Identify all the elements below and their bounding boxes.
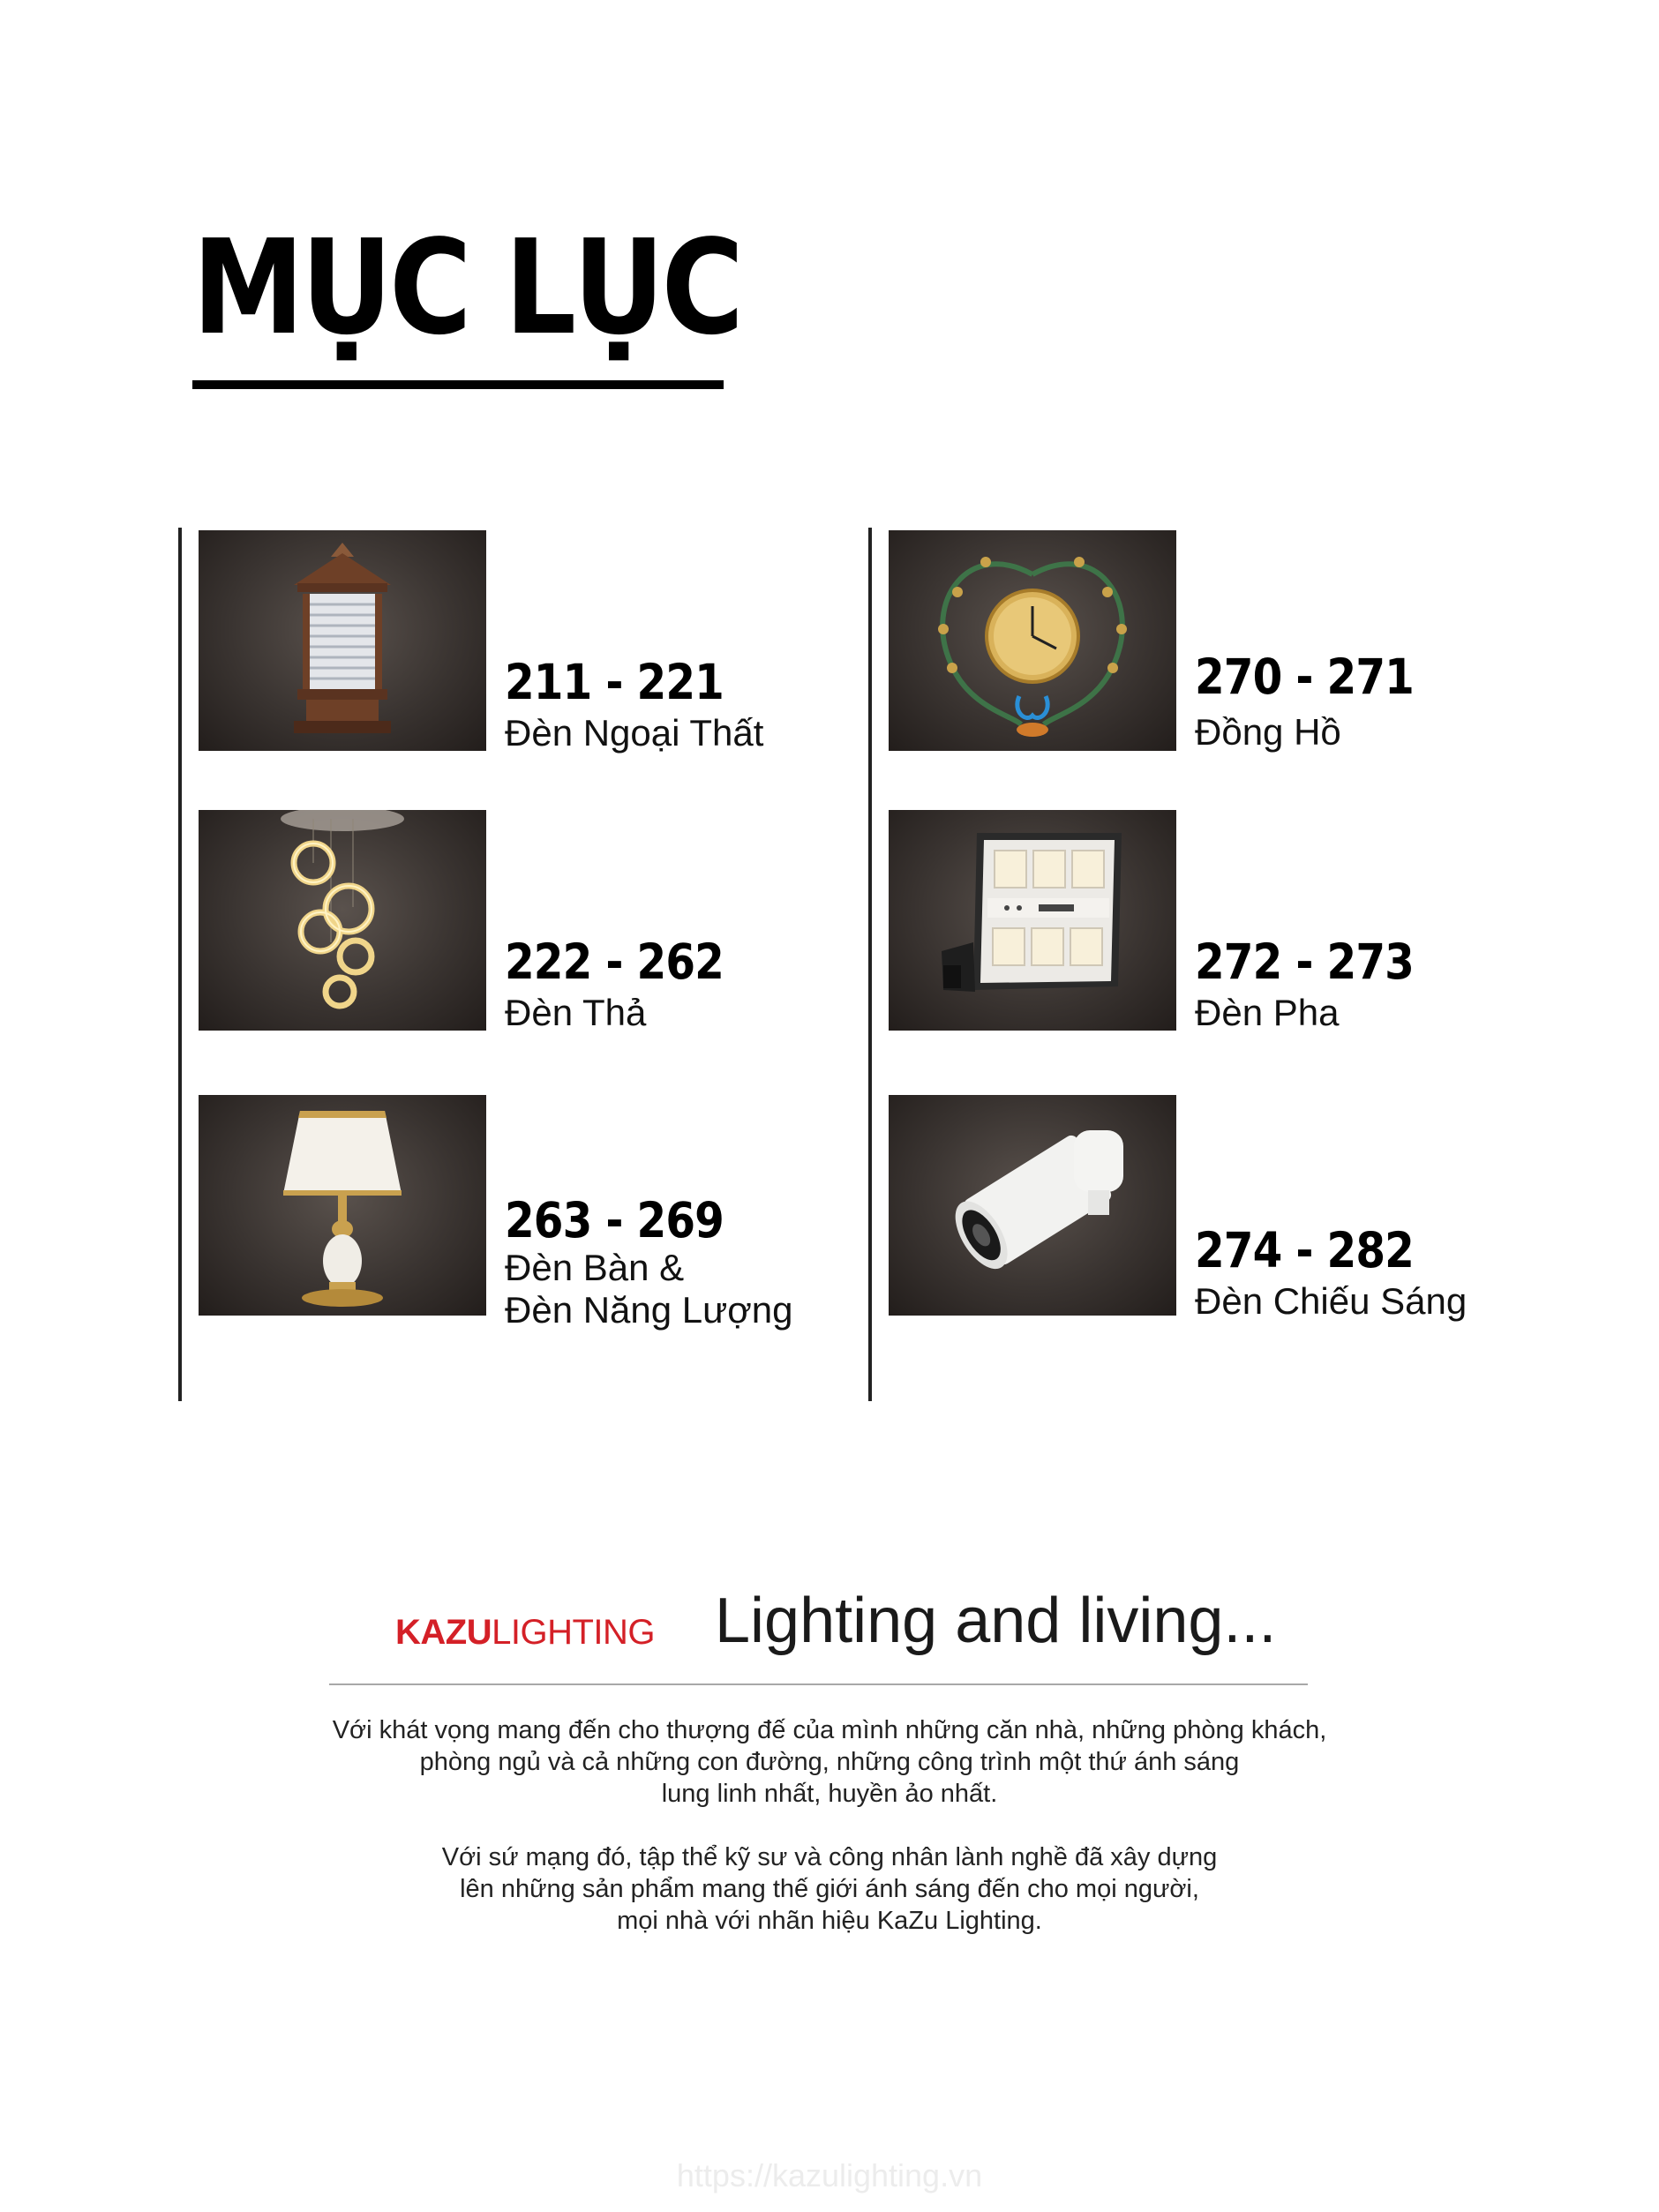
toc-entry-pendant-lights[interactable] [199, 810, 852, 1031]
description-line: Với khát vọng mang đến cho thượng đế của mình những căn nhà, những phòng khách, [332, 1716, 1327, 1744]
peacock-wall-clock-image [889, 530, 1176, 751]
led-flood-light-image [889, 810, 1176, 1031]
slogan: Lighting and living... [715, 1586, 1277, 1656]
kazu-lighting-logo [395, 1613, 655, 1653]
brand-bold-text: KAZU [395, 1613, 492, 1652]
description-line: phòng ngủ và cả những con đường, những công trình một thứ ánh sáng [419, 1748, 1240, 1776]
page-range: 222 - 262 [505, 934, 724, 990]
category-label: Đồng Hồ [1195, 711, 1341, 753]
description-line: lung linh nhất, huyền ảo nhất. [661, 1780, 998, 1808]
garden-pillar-lamp-image [199, 530, 486, 751]
right-column-divider [868, 528, 872, 1401]
page-range: 270 - 271 [1195, 649, 1414, 705]
category-label: Đèn Chiếu Sáng [1195, 1280, 1468, 1322]
slogan-divider [329, 1683, 1308, 1685]
title-underline [192, 380, 724, 389]
category-label: Đèn Thả [505, 992, 647, 1033]
table-lamp-image [199, 1095, 486, 1316]
page-range: 263 - 269 [505, 1192, 724, 1248]
category-label: Đèn Ngoại Thất [505, 712, 764, 754]
toc-entry-spot-lights[interactable] [889, 1095, 1542, 1322]
description-line: mọi nhà với nhãn hiệu KaZu Lighting. [617, 1907, 1042, 1935]
description-line: lên những sản phẩm mang thế giới ánh sáng đến cho mọi người, [460, 1875, 1199, 1903]
toc-entry-outdoor-lights[interactable] [199, 530, 852, 754]
page-range: 274 - 282 [1195, 1222, 1414, 1278]
category-label: Đèn Pha [1195, 992, 1340, 1033]
description-paragraph-1 [265, 1714, 1394, 1810]
page-range: 272 - 273 [1195, 934, 1414, 990]
website-watermark: https://kazulighting.vn [676, 2157, 983, 2193]
spot-light-image [889, 1095, 1176, 1316]
description-paragraph-2 [265, 1841, 1394, 1937]
category-label-line-2: Đèn Năng Lượng [505, 1289, 793, 1331]
toc-entry-clocks[interactable] [889, 530, 1542, 751]
toc-entry-flood-lights[interactable] [889, 810, 1542, 1031]
ring-pendant-lamp-image [199, 810, 486, 1031]
page-range: 211 - 221 [505, 654, 724, 710]
page-title: MỤC LỤC [192, 212, 741, 364]
category-label-line-1: Đèn Bàn & [505, 1247, 685, 1288]
brand-light-text: LIGHTING [492, 1613, 655, 1652]
left-column-divider [178, 528, 182, 1401]
toc-entry-table-solar-lights[interactable] [199, 1095, 852, 1331]
description-line: Với sứ mạng đó, tập thể kỹ sư và công nhân lành nghề đã xây dựng [441, 1843, 1218, 1871]
